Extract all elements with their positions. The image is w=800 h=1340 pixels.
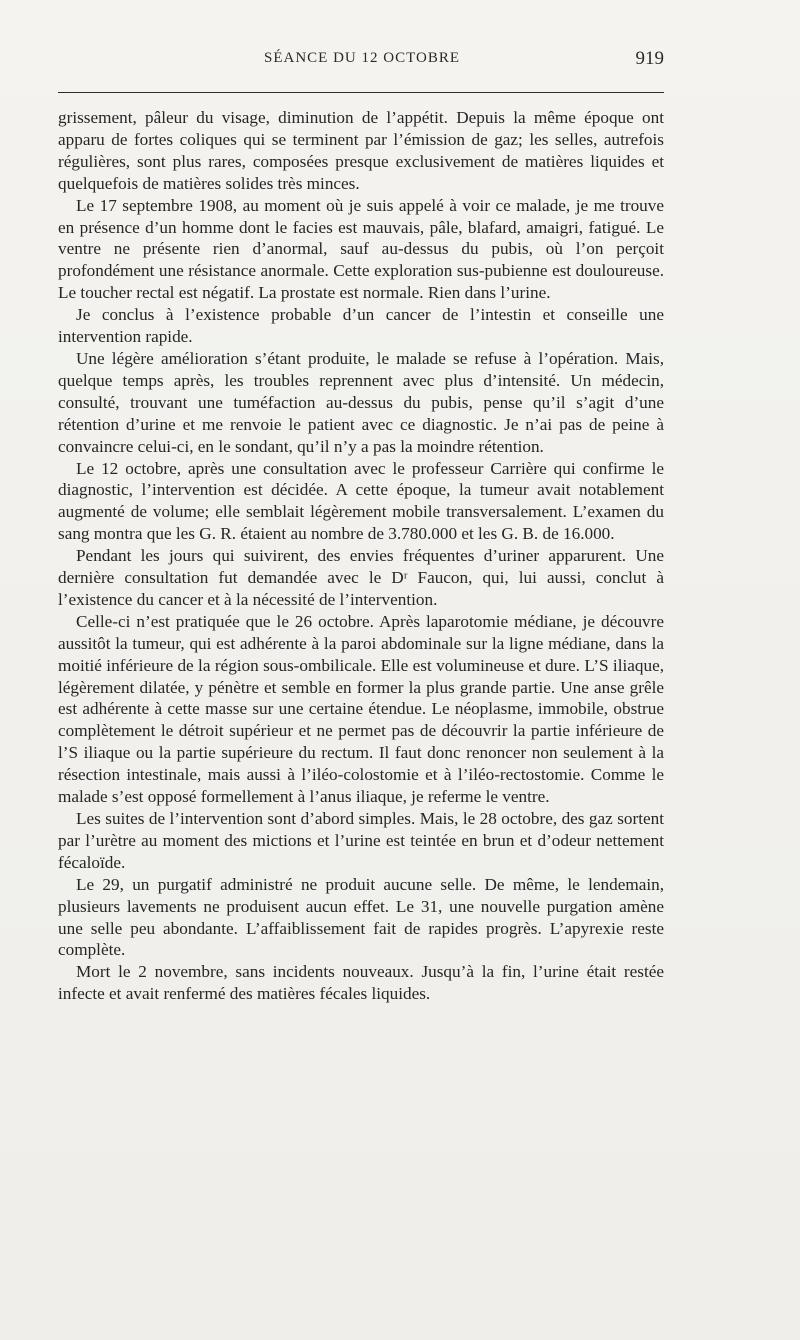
header-rule	[58, 92, 664, 93]
running-title: SÉANCE DU 12 OCTOBRE	[264, 50, 460, 66]
paragraph: Celle-ci n’est pratiquée que le 26 octobre. Après laparotomie médiane, je découvre aussitôt la tumeur, qui est adhérente à la paroi abdominale sur la ligne médiane, dans la moitié inférieure de la région sous-ombilicale. Elle est volumineuse et dure. L’S iliaque, légèrement dilatée, y pénètre et semble en former la plus grande partie. Une anse grêle est adhérente à cette masse sur une certaine étendue. Le néoplasme, immobile, obstrue complètement le détroit supérieur et ne permet pas de découvrir la partie inférieure de l’S iliaque ou la partie supérieure du rectum. Il faut donc renoncer non seulement à la résection intestinale, mais aussi à l’iléo-colostomie et à l’iléo-rectostomie. Comme le malade s’est opposé formellement à l’anus iliaque, je referme le ventre.	[58, 611, 664, 807]
paragraph: Le 17 septembre 1908, au moment où je suis appelé à voir ce malade, je me trouve en présence d’un homme dont le facies est mauvais, pâle, blafard, amaigri, fatigué. Le ventre ne présente rien d’anormal, sauf au-dessus du pubis, où l’on perçoit profondément une résistance anormale. Cette exploration sus-pubienne est douloureuse. Le toucher rectal est négatif. La prostate est normale. Rien dans l’urine.	[58, 195, 664, 303]
paragraph: Mort le 2 novembre, sans incidents nouveaux. Jusqu’à la fin, l’urine était restée infecte et avait renfermé des matières fécales liquides.	[58, 962, 664, 1004]
paragraph: Je conclus à l’existence probable d’un cancer de l’intestin et conseille une intervention rapide.	[58, 305, 664, 347]
page-header	[58, 48, 666, 78]
paragraph: Pendant les jours qui suivirent, des envies fréquentes d’uriner apparurent. Une dernière consultation fut demandée avec le Dʳ Faucon, qui, lui aussi, conclut à l’existence du cancer et à la nécessité de l’intervention.	[58, 546, 664, 609]
paragraph: Le 29, un purgatif administré ne produit aucune selle. De même, le lendemain, plusieurs lavements ne produisent aucun effet. Le 31, une nouvelle purgation amène une selle peu abondante. L’affaiblissement fait de rapides progrès. L’apyrexie reste complète.	[58, 874, 664, 960]
page-number: 919	[635, 48, 664, 69]
paragraph: Une légère amélioration s’étant produite, le malade se refuse à l’opération. Mais, quelque temps après, les troubles reprennent avec plus d’intensité. Un médecin, consulté, trouvant une tuméfaction au-dessus du pubis, pense qu’il s’agit d’une rétention d’urine et me renvoie le patient avec ce diagnostic. Je n’ai pas de peine à convaincre celui-ci, en le sondant, qu’il n’y a pas la moindre rétention.	[58, 348, 664, 456]
body-text	[58, 107, 664, 1005]
paragraph: Les suites de l’intervention sont d’abord simples. Mais, le 28 octobre, des gaz sortent par l’urètre au moment des mictions et l’urine est teintée en brun et d’odeur nettement fécaloïde.	[58, 809, 664, 872]
paragraph: Le 12 octobre, après une consultation avec le professeur Carrière qui confirme le diagnostic, l’intervention est décidée. A cette époque, la tumeur avait notablement augmenté de volume; elle semblait légèrement mobile transversalement. L’examen du sang montra que les G. R. étaient au nombre de 3.780.000 et les G. B. de 16.000.	[58, 458, 664, 544]
paragraph-continued: grissement, pâleur du visage, diminution de l’appétit. Depuis la même époque ont apparu de fortes coliques qui se terminent par l’émission de gaz; les selles, autrefois régulières, sont plus rares, composées presque exclusivement de matières liquides et quelquefois de matières solides très minces.	[58, 108, 664, 193]
